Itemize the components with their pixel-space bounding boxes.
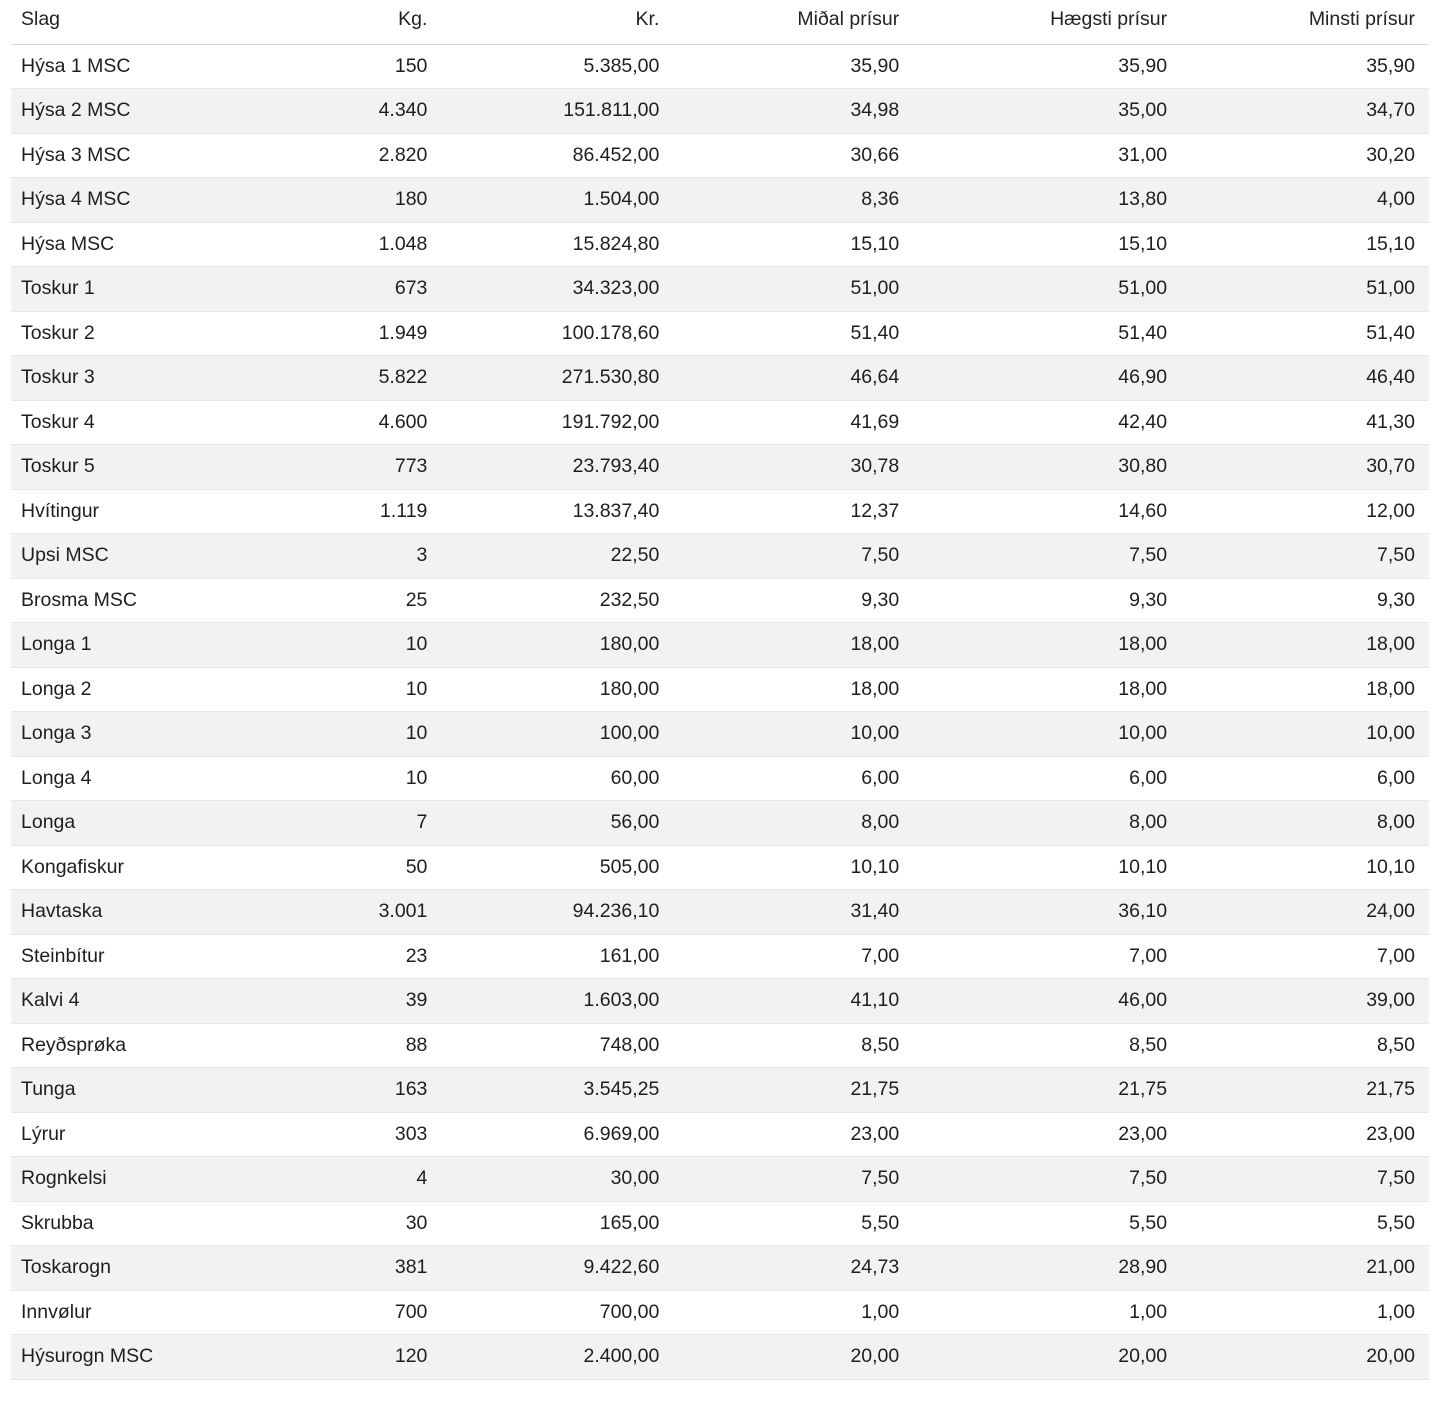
cell-slag: Kalvi 4 xyxy=(11,979,300,1024)
cell-kg: 673 xyxy=(300,267,442,312)
cell-kr: 60,00 xyxy=(441,756,673,801)
cell-haegsti: 8,50 xyxy=(913,1023,1181,1068)
table-row xyxy=(11,1201,1429,1246)
column-header-minsti[interactable]: Minsti prísur xyxy=(1181,0,1429,44)
cell-minsti: 23,00 xyxy=(1181,1112,1429,1157)
cell-haegsti: 9,30 xyxy=(913,578,1181,623)
cell-haegsti: 8,00 xyxy=(913,801,1181,846)
cell-midal: 8,36 xyxy=(673,178,913,223)
cell-midal: 30,78 xyxy=(673,445,913,490)
cell-minsti: 15,10 xyxy=(1181,222,1429,267)
cell-kg: 5.822 xyxy=(300,356,442,401)
cell-slag: Upsi MSC xyxy=(11,534,300,579)
table-row xyxy=(11,1068,1429,1113)
cell-minsti: 21,75 xyxy=(1181,1068,1429,1113)
cell-kr: 94.236,10 xyxy=(441,890,673,935)
cell-kr: 1.504,00 xyxy=(441,178,673,223)
table-header xyxy=(11,0,1429,44)
table-row xyxy=(11,489,1429,534)
cell-haegsti: 23,00 xyxy=(913,1112,1181,1157)
cell-midal: 30,66 xyxy=(673,133,913,178)
cell-midal: 24,73 xyxy=(673,1246,913,1291)
cell-midal: 41,69 xyxy=(673,400,913,445)
cell-midal: 21,75 xyxy=(673,1068,913,1113)
cell-minsti: 21,00 xyxy=(1181,1246,1429,1291)
cell-midal: 20,00 xyxy=(673,1335,913,1380)
table-row xyxy=(11,133,1429,178)
cell-minsti: 51,40 xyxy=(1181,311,1429,356)
cell-minsti: 5,50 xyxy=(1181,1201,1429,1246)
cell-slag: Steinbítur xyxy=(11,934,300,979)
table-row xyxy=(11,44,1429,89)
cell-kr: 161,00 xyxy=(441,934,673,979)
cell-haegsti: 10,10 xyxy=(913,845,1181,890)
cell-kg: 50 xyxy=(300,845,442,890)
cell-kr: 13.837,40 xyxy=(441,489,673,534)
cell-midal: 46,64 xyxy=(673,356,913,401)
cell-haegsti: 28,90 xyxy=(913,1246,1181,1291)
cell-haegsti: 14,60 xyxy=(913,489,1181,534)
cell-kg: 1.048 xyxy=(300,222,442,267)
cell-midal: 12,37 xyxy=(673,489,913,534)
cell-kr: 180,00 xyxy=(441,667,673,712)
cell-minsti: 20,00 xyxy=(1181,1335,1429,1380)
table-row xyxy=(11,445,1429,490)
cell-kr: 5.385,00 xyxy=(441,44,673,89)
cell-kr: 151.811,00 xyxy=(441,89,673,134)
cell-minsti: 46,40 xyxy=(1181,356,1429,401)
cell-slag: Brosma MSC xyxy=(11,578,300,623)
cell-slag: Longa 1 xyxy=(11,623,300,668)
cell-slag: Toskur 5 xyxy=(11,445,300,490)
table-row xyxy=(11,1157,1429,1202)
cell-midal: 10,10 xyxy=(673,845,913,890)
cell-haegsti: 31,00 xyxy=(913,133,1181,178)
table-row xyxy=(11,712,1429,757)
cell-kr: 700,00 xyxy=(441,1290,673,1335)
cell-kg: 150 xyxy=(300,44,442,89)
cell-haegsti: 18,00 xyxy=(913,623,1181,668)
table-row xyxy=(11,178,1429,223)
cell-midal: 7,00 xyxy=(673,934,913,979)
cell-kr: 191.792,00 xyxy=(441,400,673,445)
cell-haegsti: 51,40 xyxy=(913,311,1181,356)
table-row xyxy=(11,400,1429,445)
cell-slag: Havtaska xyxy=(11,890,300,935)
cell-haegsti: 35,00 xyxy=(913,89,1181,134)
cell-slag: Innvølur xyxy=(11,1290,300,1335)
cell-slag: Toskur 2 xyxy=(11,311,300,356)
cell-midal: 23,00 xyxy=(673,1112,913,1157)
cell-haegsti: 1,00 xyxy=(913,1290,1181,1335)
cell-slag: Tunga xyxy=(11,1068,300,1113)
table-row xyxy=(11,267,1429,312)
cell-minsti: 1,00 xyxy=(1181,1290,1429,1335)
cell-slag: Hýsa 4 MSC xyxy=(11,178,300,223)
cell-minsti: 18,00 xyxy=(1181,667,1429,712)
cell-kr: 2.400,00 xyxy=(441,1335,673,1380)
cell-kr: 232,50 xyxy=(441,578,673,623)
table-row xyxy=(11,1246,1429,1291)
table-row xyxy=(11,534,1429,579)
table-row xyxy=(11,890,1429,935)
cell-haegsti: 46,90 xyxy=(913,356,1181,401)
cell-midal: 35,90 xyxy=(673,44,913,89)
cell-slag: Toskur 1 xyxy=(11,267,300,312)
cell-kg: 23 xyxy=(300,934,442,979)
column-header-haegsti[interactable]: Hægsti prísur xyxy=(913,0,1181,44)
cell-slag: Kongafiskur xyxy=(11,845,300,890)
table-row xyxy=(11,756,1429,801)
table-row xyxy=(11,801,1429,846)
cell-kg: 773 xyxy=(300,445,442,490)
cell-kr: 100.178,60 xyxy=(441,311,673,356)
table-row xyxy=(11,89,1429,134)
cell-minsti: 24,00 xyxy=(1181,890,1429,935)
cell-midal: 51,00 xyxy=(673,267,913,312)
cell-kg: 700 xyxy=(300,1290,442,1335)
column-header-midal[interactable]: Miðal prísur xyxy=(673,0,913,44)
cell-kg: 30 xyxy=(300,1201,442,1246)
cell-minsti: 7,50 xyxy=(1181,1157,1429,1202)
cell-kg: 4.340 xyxy=(300,89,442,134)
cell-midal: 1,00 xyxy=(673,1290,913,1335)
cell-kg: 10 xyxy=(300,623,442,668)
cell-slag: Toskarogn xyxy=(11,1246,300,1291)
cell-slag: Toskur 3 xyxy=(11,356,300,401)
table-body xyxy=(11,44,1429,1379)
cell-midal: 10,00 xyxy=(673,712,913,757)
cell-kg: 39 xyxy=(300,979,442,1024)
cell-kr: 3.545,25 xyxy=(441,1068,673,1113)
cell-kg: 163 xyxy=(300,1068,442,1113)
cell-minsti: 30,70 xyxy=(1181,445,1429,490)
table-row xyxy=(11,845,1429,890)
cell-kr: 22,50 xyxy=(441,534,673,579)
table-row xyxy=(11,1023,1429,1068)
table-header-row xyxy=(11,0,1429,44)
column-header-slag[interactable]: Slag xyxy=(11,0,300,44)
table-row xyxy=(11,1335,1429,1380)
cell-kg: 2.820 xyxy=(300,133,442,178)
cell-slag: Hýsa 3 MSC xyxy=(11,133,300,178)
cell-kg: 1.949 xyxy=(300,311,442,356)
cell-slag: Longa xyxy=(11,801,300,846)
cell-minsti: 6,00 xyxy=(1181,756,1429,801)
cell-kg: 381 xyxy=(300,1246,442,1291)
cell-slag: Rognkelsi xyxy=(11,1157,300,1202)
cell-haegsti: 5,50 xyxy=(913,1201,1181,1246)
cell-midal: 7,50 xyxy=(673,534,913,579)
cell-haegsti: 7,50 xyxy=(913,534,1181,579)
cell-midal: 34,98 xyxy=(673,89,913,134)
cell-kg: 4 xyxy=(300,1157,442,1202)
cell-slag: Hýsa MSC xyxy=(11,222,300,267)
cell-minsti: 12,00 xyxy=(1181,489,1429,534)
cell-kr: 86.452,00 xyxy=(441,133,673,178)
cell-haegsti: 15,10 xyxy=(913,222,1181,267)
cell-kg: 7 xyxy=(300,801,442,846)
cell-kg: 3 xyxy=(300,534,442,579)
cell-slag: Longa 2 xyxy=(11,667,300,712)
cell-kg: 120 xyxy=(300,1335,442,1380)
cell-kg: 10 xyxy=(300,756,442,801)
cell-haegsti: 20,00 xyxy=(913,1335,1181,1380)
cell-kr: 56,00 xyxy=(441,801,673,846)
table-row xyxy=(11,222,1429,267)
cell-kr: 1.603,00 xyxy=(441,979,673,1024)
cell-haegsti: 36,10 xyxy=(913,890,1181,935)
table-row xyxy=(11,934,1429,979)
cell-kr: 100,00 xyxy=(441,712,673,757)
table-row xyxy=(11,356,1429,401)
cell-kg: 10 xyxy=(300,712,442,757)
cell-midal: 6,00 xyxy=(673,756,913,801)
cell-midal: 8,50 xyxy=(673,1023,913,1068)
cell-kr: 748,00 xyxy=(441,1023,673,1068)
column-header-kg[interactable]: Kg. xyxy=(300,0,442,44)
cell-kg: 180 xyxy=(300,178,442,223)
cell-slag: Hýsurogn MSC xyxy=(11,1335,300,1380)
cell-haegsti: 10,00 xyxy=(913,712,1181,757)
cell-slag: Longa 4 xyxy=(11,756,300,801)
cell-slag: Reyðsprøka xyxy=(11,1023,300,1068)
cell-kg: 10 xyxy=(300,667,442,712)
column-header-kr[interactable]: Kr. xyxy=(441,0,673,44)
cell-minsti: 8,50 xyxy=(1181,1023,1429,1068)
cell-kr: 271.530,80 xyxy=(441,356,673,401)
cell-midal: 9,30 xyxy=(673,578,913,623)
cell-kg: 4.600 xyxy=(300,400,442,445)
cell-slag: Toskur 4 xyxy=(11,400,300,445)
cell-slag: Longa 3 xyxy=(11,712,300,757)
cell-kr: 23.793,40 xyxy=(441,445,673,490)
cell-haegsti: 6,00 xyxy=(913,756,1181,801)
cell-minsti: 18,00 xyxy=(1181,623,1429,668)
cell-haegsti: 30,80 xyxy=(913,445,1181,490)
cell-haegsti: 7,50 xyxy=(913,1157,1181,1202)
cell-minsti: 8,00 xyxy=(1181,801,1429,846)
cell-kg: 3.001 xyxy=(300,890,442,935)
cell-kg: 303 xyxy=(300,1112,442,1157)
cell-kg: 25 xyxy=(300,578,442,623)
cell-minsti: 9,30 xyxy=(1181,578,1429,623)
cell-slag: Skrubba xyxy=(11,1201,300,1246)
cell-haegsti: 46,00 xyxy=(913,979,1181,1024)
cell-slag: Hýsa 2 MSC xyxy=(11,89,300,134)
cell-haegsti: 21,75 xyxy=(913,1068,1181,1113)
cell-kr: 165,00 xyxy=(441,1201,673,1246)
table-row xyxy=(11,1290,1429,1335)
cell-kr: 34.323,00 xyxy=(441,267,673,312)
fish-auction-table xyxy=(11,0,1429,1380)
cell-minsti: 7,50 xyxy=(1181,534,1429,579)
cell-kr: 30,00 xyxy=(441,1157,673,1202)
table-row xyxy=(11,623,1429,668)
cell-minsti: 10,10 xyxy=(1181,845,1429,890)
cell-midal: 8,00 xyxy=(673,801,913,846)
cell-minsti: 34,70 xyxy=(1181,89,1429,134)
cell-kr: 6.969,00 xyxy=(441,1112,673,1157)
cell-minsti: 10,00 xyxy=(1181,712,1429,757)
table-row xyxy=(11,667,1429,712)
table-row xyxy=(11,311,1429,356)
cell-minsti: 7,00 xyxy=(1181,934,1429,979)
cell-haegsti: 13,80 xyxy=(913,178,1181,223)
table-row xyxy=(11,1112,1429,1157)
cell-midal: 18,00 xyxy=(673,667,913,712)
table-row xyxy=(11,979,1429,1024)
cell-slag: Lýrur xyxy=(11,1112,300,1157)
cell-haegsti: 42,40 xyxy=(913,400,1181,445)
cell-kr: 505,00 xyxy=(441,845,673,890)
cell-slag: Hýsa 1 MSC xyxy=(11,44,300,89)
cell-minsti: 35,90 xyxy=(1181,44,1429,89)
cell-kr: 9.422,60 xyxy=(441,1246,673,1291)
cell-kr: 15.824,80 xyxy=(441,222,673,267)
cell-kg: 1.119 xyxy=(300,489,442,534)
cell-midal: 7,50 xyxy=(673,1157,913,1202)
cell-haegsti: 35,90 xyxy=(913,44,1181,89)
cell-midal: 15,10 xyxy=(673,222,913,267)
cell-minsti: 39,00 xyxy=(1181,979,1429,1024)
table-row xyxy=(11,578,1429,623)
cell-haegsti: 18,00 xyxy=(913,667,1181,712)
cell-minsti: 41,30 xyxy=(1181,400,1429,445)
cell-minsti: 51,00 xyxy=(1181,267,1429,312)
cell-midal: 41,10 xyxy=(673,979,913,1024)
cell-midal: 31,40 xyxy=(673,890,913,935)
cell-minsti: 4,00 xyxy=(1181,178,1429,223)
cell-kg: 88 xyxy=(300,1023,442,1068)
cell-haegsti: 7,00 xyxy=(913,934,1181,979)
cell-haegsti: 51,00 xyxy=(913,267,1181,312)
cell-midal: 51,40 xyxy=(673,311,913,356)
cell-midal: 5,50 xyxy=(673,1201,913,1246)
cell-midal: 18,00 xyxy=(673,623,913,668)
cell-minsti: 30,20 xyxy=(1181,133,1429,178)
cell-kr: 180,00 xyxy=(441,623,673,668)
cell-slag: Hvítingur xyxy=(11,489,300,534)
